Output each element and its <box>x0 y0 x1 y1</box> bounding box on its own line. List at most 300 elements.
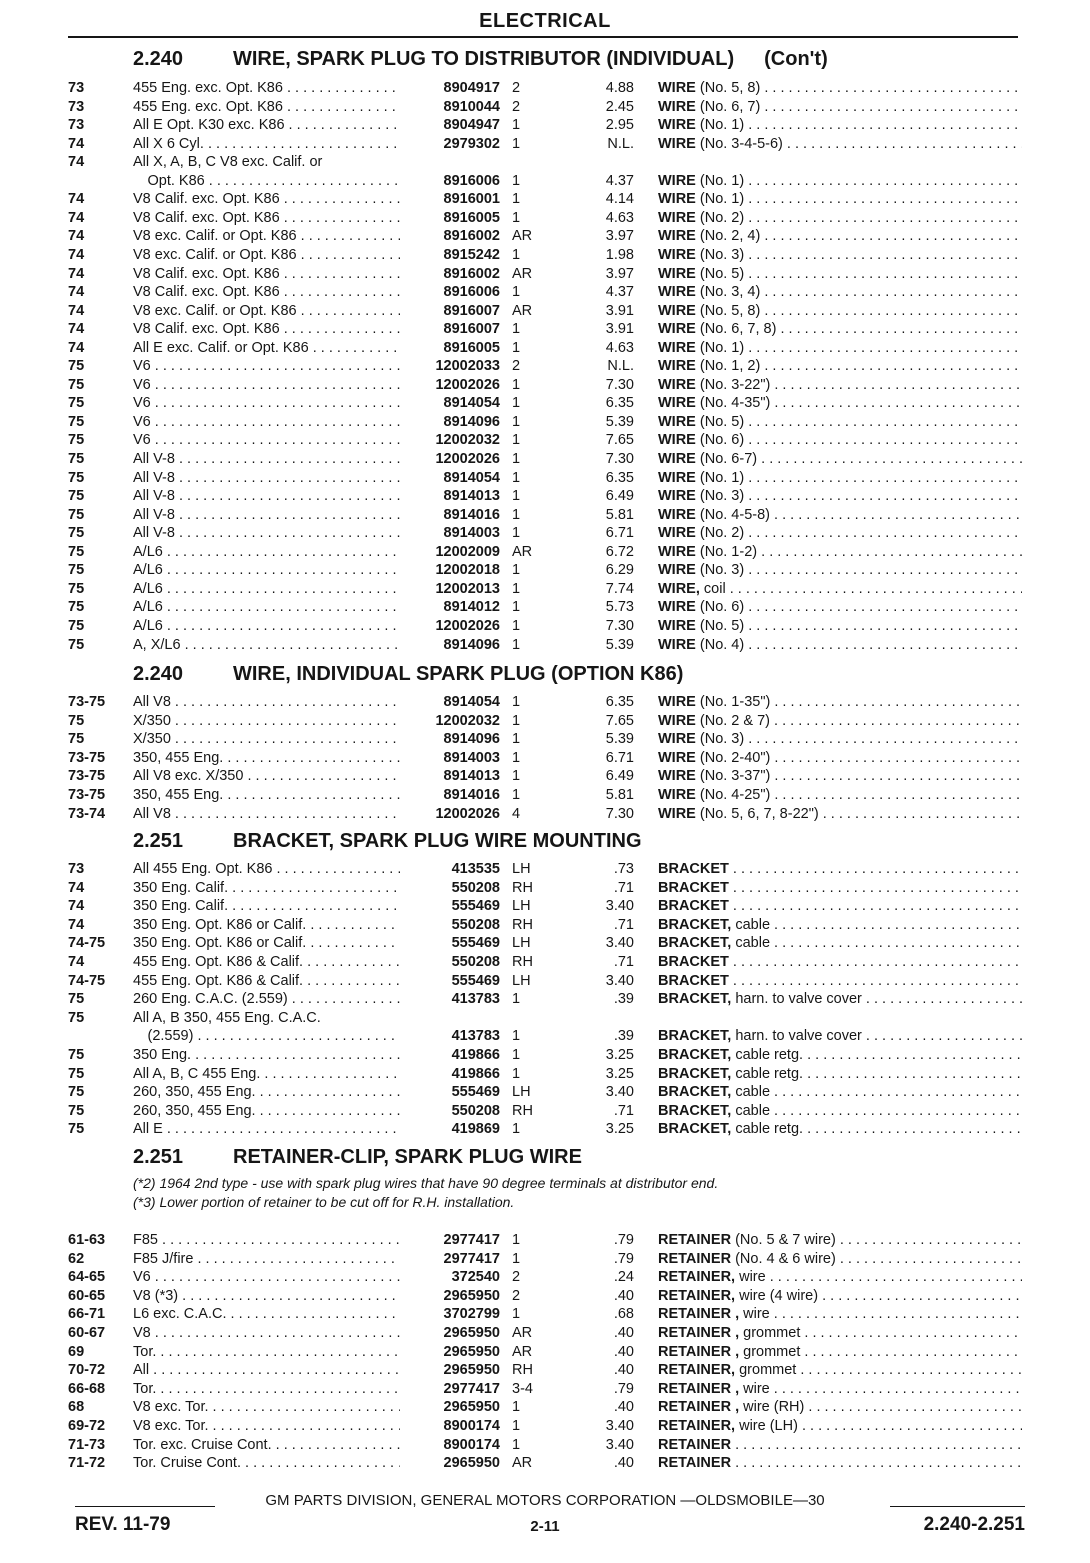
application: All X 6 Cyl. . . . <box>133 135 401 154</box>
description-detail: (No. 3) <box>699 246 745 263</box>
description <box>658 543 1022 562</box>
description-item: WIRE <box>658 805 696 822</box>
model-year: 60-65 <box>68 1287 106 1304</box>
description <box>658 712 1022 731</box>
description-detail: (No. 6, 7) <box>699 98 761 115</box>
quantity: 1 <box>512 246 521 263</box>
model-year: 75 <box>68 525 85 542</box>
part-number: 8914054 <box>400 469 500 488</box>
part-number: 550208 <box>400 879 500 898</box>
parts-row <box>0 1046 1090 1065</box>
description <box>658 1083 1022 1102</box>
price: .68 <box>613 1306 634 1323</box>
part-number: 2965950 <box>400 1398 500 1417</box>
price: 7.30 <box>605 451 634 467</box>
parts-row <box>0 860 1090 879</box>
quantity: AR <box>512 1325 533 1341</box>
quantity: 1 <box>512 432 521 449</box>
quantity: 1 <box>512 117 521 134</box>
parts-row <box>0 1231 1090 1250</box>
description-item: WIRE, <box>658 580 700 597</box>
part-number: 550208 <box>400 916 500 935</box>
part-number: 2965950 <box>400 1287 500 1306</box>
part-number: 8900174 <box>400 1417 500 1436</box>
description-item: WIRE <box>658 98 696 115</box>
model-year: 74 <box>68 898 85 915</box>
price: .79 <box>613 1232 634 1248</box>
application: 350, 455 Eng. . . . <box>133 749 401 768</box>
price: 4.37 <box>605 172 634 189</box>
description-detail: (No. 4 & 6 wire) <box>735 1250 836 1267</box>
parts-row <box>0 580 1090 599</box>
parts-row <box>0 1009 1090 1028</box>
parts-row <box>0 506 1090 525</box>
description-item: RETAINER <box>658 1232 732 1248</box>
description-item: BRACKET <box>658 898 729 915</box>
description-item: WIRE <box>658 395 696 412</box>
description <box>658 990 1022 1009</box>
price: 4.63 <box>605 339 634 356</box>
description-detail: cable <box>735 1102 771 1119</box>
part-number: 8915242 <box>400 246 500 265</box>
description <box>658 506 1022 525</box>
description-item: BRACKET, <box>658 991 732 1008</box>
description-item: BRACKET, <box>658 916 732 933</box>
model-year: 68 <box>68 1399 85 1416</box>
model-year: 75 <box>68 395 85 412</box>
parts-row <box>0 990 1090 1009</box>
parts-row <box>0 786 1090 805</box>
quantity: 1 <box>512 339 521 356</box>
description <box>658 561 1022 580</box>
parts-row <box>0 1027 1090 1046</box>
model-year: 73-75 <box>68 749 106 766</box>
description-detail: wire (RH) <box>743 1399 805 1416</box>
description <box>658 339 1022 358</box>
description-detail: (No. 1-35") <box>699 694 771 710</box>
page-header-title: ELECTRICAL <box>479 10 611 32</box>
description-detail: (No. 5, 8) <box>699 302 761 319</box>
description-detail: (No. 3-4-5-6) <box>699 135 783 152</box>
model-year: 74 <box>68 135 85 152</box>
description-item: WIRE <box>658 617 696 634</box>
description-detail: wire <box>743 1306 770 1323</box>
parts-row <box>0 693 1090 712</box>
parts-row <box>0 1436 1090 1455</box>
price: .40 <box>613 1325 634 1341</box>
price: .40 <box>613 1455 634 1472</box>
part-number: 2977417 <box>400 1250 500 1269</box>
application: V8 Calif. exc. Opt. K86 . . . <box>133 283 401 302</box>
description-item: WIRE <box>658 321 696 338</box>
section-number: 2.240 <box>133 48 184 70</box>
part-number: 2977417 <box>400 1380 500 1399</box>
price: 5.39 <box>605 731 634 748</box>
application: All V8 . . . <box>133 805 401 824</box>
description <box>658 450 1022 469</box>
part-number: 8914096 <box>400 636 500 655</box>
description-item: RETAINER, <box>658 1362 736 1379</box>
description-item: WIRE <box>658 302 696 319</box>
parts-row <box>0 190 1090 209</box>
model-year: 73-75 <box>68 787 106 803</box>
parts-row <box>0 135 1090 154</box>
parts-row <box>0 357 1090 376</box>
description <box>658 1120 1022 1139</box>
price: .40 <box>613 1362 634 1379</box>
parts-row <box>0 283 1090 302</box>
quantity: 1 <box>512 506 521 523</box>
parts-row <box>0 302 1090 321</box>
part-number: 8916002 <box>400 227 500 246</box>
description-detail: (No. 1) <box>699 117 745 134</box>
description <box>658 1324 1022 1343</box>
application: V6 . . . <box>133 413 401 432</box>
price: .71 <box>613 879 634 896</box>
quantity: 1 <box>512 1250 521 1267</box>
price: 2.45 <box>605 98 634 115</box>
description-detail: (No. 3-22") <box>699 376 771 393</box>
price: 3.40 <box>605 1084 634 1101</box>
parts-row <box>0 712 1090 731</box>
application: A/L6 . . . <box>133 561 401 580</box>
description-detail: (No. 3) <box>699 562 745 579</box>
part-number: 2977417 <box>400 1231 500 1250</box>
quantity: 1 <box>512 191 521 208</box>
price: 1.98 <box>605 246 634 263</box>
description-item: WIRE <box>658 599 696 616</box>
application: All V-8 . . . <box>133 450 401 469</box>
quantity: 1 <box>512 469 521 486</box>
price: 3.97 <box>605 228 634 245</box>
part-number: 2965950 <box>400 1343 500 1362</box>
description-detail: (No. 3, 4) <box>699 284 761 301</box>
quantity: 1 <box>512 209 521 226</box>
footer-rule-right <box>890 1506 1025 1507</box>
description-detail: harn. to valve cover <box>735 991 862 1008</box>
description-detail: (No. 5) <box>699 413 745 430</box>
part-number: 555469 <box>400 972 500 991</box>
price: 4.14 <box>605 191 634 208</box>
description-item: WIRE <box>658 80 696 96</box>
parts-row <box>0 749 1090 768</box>
section-heading: BRACKET, SPARK PLUG WIRE MOUNTING <box>233 830 642 852</box>
description <box>658 394 1022 413</box>
description <box>658 246 1022 265</box>
parts-row <box>0 598 1090 617</box>
parts-row <box>0 561 1090 580</box>
description-item: WIRE <box>658 731 696 748</box>
parts-row <box>0 730 1090 749</box>
price: .40 <box>613 1287 634 1304</box>
quantity: AR <box>512 228 533 245</box>
description-item: WIRE <box>658 543 696 560</box>
quantity: 2 <box>512 1269 521 1286</box>
price: 7.74 <box>605 580 634 597</box>
price: 3.91 <box>605 302 634 319</box>
parts-row <box>0 805 1090 824</box>
description-detail: wire (LH) <box>739 1418 798 1434</box>
quantity: 1 <box>512 617 521 634</box>
parts-row <box>0 1454 1090 1473</box>
parts-row <box>0 320 1090 339</box>
description-item: WIRE <box>658 469 696 486</box>
quantity: 1 <box>512 787 521 803</box>
description <box>658 209 1022 228</box>
description-item: WIRE <box>658 135 696 152</box>
description <box>658 1287 1022 1306</box>
price: 6.35 <box>605 469 634 486</box>
quantity: 1 <box>512 991 521 1008</box>
price: N.L. <box>607 135 634 152</box>
quantity: 1 <box>512 1418 521 1434</box>
parts-row <box>0 413 1090 432</box>
quantity: AR <box>512 1455 533 1472</box>
description <box>658 767 1022 786</box>
description-item: WIRE <box>658 284 696 301</box>
parts-row <box>0 1380 1090 1399</box>
description-detail: cable <box>735 935 771 952</box>
application: V8 . . . <box>133 1324 401 1343</box>
model-year: 73 <box>68 117 85 134</box>
description-item: RETAINER, <box>658 1418 736 1434</box>
part-number: 2979302 <box>400 135 500 154</box>
application: F85 J/fire . . . <box>133 1250 401 1269</box>
description-detail: cable retg. <box>735 1065 804 1082</box>
description-item: WIRE <box>658 432 696 449</box>
description <box>658 1268 1022 1287</box>
description <box>658 1102 1022 1121</box>
application: All 455 Eng. Opt. K86 . . . <box>133 860 401 879</box>
part-number: 413783 <box>400 1027 500 1046</box>
parts-row <box>0 543 1090 562</box>
part-number: 413535 <box>400 860 500 879</box>
quantity: 1 <box>512 768 521 785</box>
part-number: 2965950 <box>400 1324 500 1343</box>
part-number: 8916007 <box>400 320 500 339</box>
quantity: 1 <box>512 694 521 710</box>
description <box>658 1305 1022 1324</box>
application: Opt. K86 . . . <box>133 172 401 191</box>
model-year: 71-73 <box>68 1436 106 1453</box>
application: X/350 . . . <box>133 730 401 749</box>
application: V8 Calif. exc. Opt. K86 . . . <box>133 209 401 228</box>
price: N.L. <box>607 358 634 375</box>
quantity: RH <box>512 916 533 933</box>
description-detail: wire <box>739 1269 766 1286</box>
application: All A, B 350, 455 Eng. C.A.C. <box>133 1009 321 1026</box>
application: V8 Calif. exc. Opt. K86 . . . <box>133 320 401 339</box>
description-item: BRACKET <box>658 954 729 970</box>
description-item: BRACKET, <box>658 1084 732 1101</box>
model-year: 75 <box>68 469 85 486</box>
description-item: RETAINER , <box>658 1380 740 1397</box>
parts-row <box>0 246 1090 265</box>
model-year: 75 <box>68 1084 85 1101</box>
application: V8 Calif. exc. Opt. K86 . . . <box>133 265 401 284</box>
description-detail: coil <box>703 580 726 597</box>
price: 5.39 <box>605 636 634 653</box>
parts-row <box>0 116 1090 135</box>
description <box>658 693 1022 712</box>
price: 6.35 <box>605 395 634 412</box>
description-item: WIRE <box>658 787 696 803</box>
quantity: AR <box>512 543 533 560</box>
model-year: 74 <box>68 154 85 171</box>
model-year: 64-65 <box>68 1269 106 1286</box>
parts-row <box>0 265 1090 284</box>
part-number: 8916006 <box>400 283 500 302</box>
description-item: BRACKET <box>658 861 729 877</box>
application: 260, 350, 455 Eng. . . . <box>133 1083 401 1102</box>
description <box>658 749 1022 768</box>
application: All A, B, C 455 Eng. . . . <box>133 1065 401 1084</box>
part-number: 8914054 <box>400 693 500 712</box>
model-year: 75 <box>68 376 85 393</box>
description-detail: (No. 5) <box>699 617 745 634</box>
description-item: RETAINER <box>658 1436 732 1453</box>
application: V6 . . . <box>133 357 401 376</box>
application: All . . . <box>133 1361 401 1380</box>
part-number: 8914013 <box>400 487 500 506</box>
parts-row <box>0 394 1090 413</box>
description <box>658 283 1022 302</box>
description <box>658 98 1022 117</box>
quantity: 1 <box>512 580 521 597</box>
description-item: WIRE <box>658 339 696 356</box>
model-year: 74-75 <box>68 972 106 989</box>
model-year: 62 <box>68 1250 85 1267</box>
quantity: 2 <box>512 1287 521 1304</box>
parts-row <box>0 1361 1090 1380</box>
description-item: WIRE <box>658 209 696 226</box>
application: 350 Eng. Opt. K86 or Calif. . . . <box>133 916 401 935</box>
quantity: AR <box>512 302 533 319</box>
part-number: 8916005 <box>400 209 500 228</box>
model-year: 75 <box>68 731 85 748</box>
description-item: WIRE <box>658 191 696 208</box>
description-item: RETAINER , <box>658 1325 740 1341</box>
description-item: WIRE <box>658 506 696 523</box>
parts-row <box>0 934 1090 953</box>
price: 5.81 <box>605 506 634 523</box>
price: 5.73 <box>605 599 634 616</box>
application: V8 (*3) . . . <box>133 1287 401 1306</box>
parts-row <box>0 1343 1090 1362</box>
quantity: 1 <box>512 1121 521 1138</box>
description-item: WIRE <box>658 636 696 653</box>
application: A/L6 . . . <box>133 580 401 599</box>
description <box>658 135 1022 154</box>
quantity: AR <box>512 265 533 282</box>
description-item: RETAINER <box>658 1250 732 1267</box>
footer-section-range: 2.240-2.251 <box>923 1514 1025 1535</box>
description-detail: (No. 2 & 7) <box>699 712 770 729</box>
application: V8 exc. Calif. or Opt. K86 . . . <box>133 246 401 265</box>
model-year: 73 <box>68 80 85 96</box>
description-detail: (No. 4) <box>699 636 745 653</box>
description-item: RETAINER , <box>658 1306 740 1323</box>
application: 455 Eng. exc. Opt. K86 . . . <box>133 79 401 98</box>
model-year: 75 <box>68 1009 85 1026</box>
section-title <box>133 830 642 853</box>
price: 2.95 <box>605 117 634 134</box>
parts-row <box>0 1268 1090 1287</box>
part-number: 12002026 <box>400 617 500 636</box>
model-year: 75 <box>68 1121 85 1138</box>
section-heading: WIRE, SPARK PLUG TO DISTRIBUTOR (INDIVIDUAL) <box>233 48 735 70</box>
model-year: 74 <box>68 302 85 319</box>
description-detail: (No. 2) <box>699 209 745 226</box>
quantity: 2 <box>512 80 521 96</box>
description-detail: (No. 1) <box>699 191 745 208</box>
application: V6 . . . <box>133 394 401 413</box>
application: Tor. Cruise Cont. . . . <box>133 1454 401 1473</box>
application: A/L6 . . . <box>133 617 401 636</box>
parts-row <box>0 767 1090 786</box>
price: 3.25 <box>605 1121 634 1138</box>
parts-row <box>0 431 1090 450</box>
description <box>658 469 1022 488</box>
quantity: 1 <box>512 135 521 152</box>
description-detail: grommet <box>739 1362 797 1379</box>
parts-row <box>0 1102 1090 1121</box>
quantity: 1 <box>512 321 521 338</box>
description-detail: (No. 5, 6, 7, 8-22") <box>699 805 819 822</box>
quantity: LH <box>512 861 531 877</box>
application: X/350 . . . <box>133 712 401 731</box>
part-number: 8904947 <box>400 116 500 135</box>
part-number: 12002033 <box>400 357 500 376</box>
part-number: 2965950 <box>400 1361 500 1380</box>
price: 3.40 <box>605 972 634 989</box>
quantity: 1 <box>512 1065 521 1082</box>
application: Tor. . . . <box>133 1343 401 1362</box>
model-year: 74 <box>68 246 85 263</box>
description-detail: (No. 6-7) <box>699 451 758 467</box>
section-title <box>133 48 828 71</box>
part-number: 419866 <box>400 1046 500 1065</box>
model-year: 75 <box>68 432 85 449</box>
part-number: 12002013 <box>400 580 500 599</box>
parts-row <box>0 1324 1090 1343</box>
description <box>658 972 1022 991</box>
price: .39 <box>613 1028 634 1045</box>
model-year: 75 <box>68 1065 85 1082</box>
model-year: 74 <box>68 954 85 970</box>
description-detail: (No. 2) <box>699 525 745 542</box>
quantity: 1 <box>512 1306 521 1323</box>
quantity: 1 <box>512 451 521 467</box>
part-number: 555469 <box>400 934 500 953</box>
model-year: 75 <box>68 617 85 634</box>
application: All V-8 . . . <box>133 469 401 488</box>
price: 6.49 <box>605 488 634 505</box>
parts-row <box>0 1065 1090 1084</box>
description-item: WIRE <box>658 525 696 542</box>
description-item: RETAINER , <box>658 1343 740 1360</box>
application: All V8 exc. X/350 . . . <box>133 767 401 786</box>
section-heading: RETAINER-CLIP, SPARK PLUG WIRE <box>233 1146 582 1168</box>
application: 350 Eng. . . . <box>133 1046 401 1065</box>
quantity: LH <box>512 935 531 952</box>
application: V8 exc. Tor. . . . <box>133 1417 401 1436</box>
application: 350 Eng. Opt. K86 or Calif. . . . <box>133 934 401 953</box>
description <box>658 598 1022 617</box>
description-detail: wire (4 wire) <box>739 1287 819 1304</box>
price: 7.30 <box>605 376 634 393</box>
part-number: 8916006 <box>400 172 500 191</box>
